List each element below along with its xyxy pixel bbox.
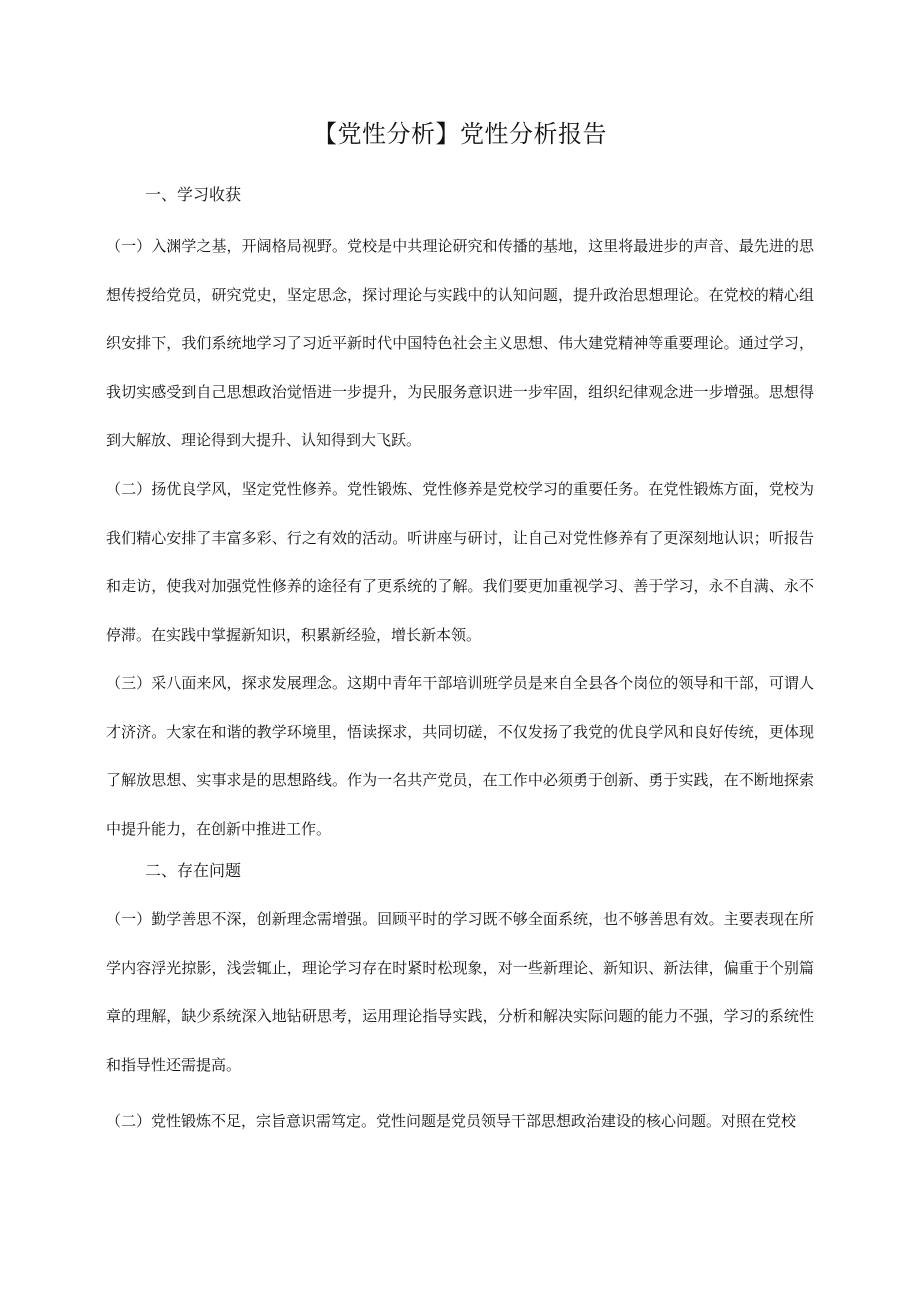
document-title: 【党性分析】党性分析报告 [313, 120, 607, 148]
paragraph: （二）党性锻炼不足，宗旨意识需笃定。党性问题是党员领导干部思想政治建设的核心问题。对照在党校 [106, 1112, 797, 1130]
paragraph: （三）采八面来风，探求发展理念。这期中青年干部培训班学员是来自全县各个岗位的领导和干部，可谓人才济济。大家在和谐的教学环境里，悟读探求，共同切磋，不仅发扬了我党的优良学风和良好传统，更体现了解放思想、实事求是的思想路线。作为一名共产党员，在工作中必须勇于创新、勇于实践，在不断地探索中提升能力，在创新中推进工作。 [106, 674, 814, 838]
section-heading-existing-problems: 二、存在问题 [145, 861, 242, 880]
section-heading-learning-gains: 一、学习收获 [145, 185, 242, 204]
paragraph: （二）扬优良学风，坚定党性修养。党性锻炼、党性修养是党校学习的重要任务。在党性锻炼方面，党校为我们精心安排了丰富多彩、行之有效的活动。听讲座与研讨，让自己对党性修养有了更深刻地认识；听报告和走访，使我对加强党性修养的途径有了更系统的了解。我们要更加重视学习、善于学习，永不自满、永不停滞。在实践中掌握新知识，积累新经验，增长新本领。 [106, 480, 814, 644]
paragraph: （一）勤学善思不深，创新理念需增强。回顾平时的学习既不够全面系统，也不够善思有效。主要表现在所学内容浮光掠影，浅尝辄止，理论学习存在时紧时松现象，对一些新理论、新知识、新法律，偏重于个别篇章的理解，缺少系统深入地钻研思考，运用理论指导实践，分析和解决实际问题的能力不强，学习的系统性和指导性还需提高。 [106, 910, 814, 1074]
paragraph: （一）入渊学之基，开阔格局视野。党校是中共理论研究和传播的基地，这里将最进步的声音、最先进的思想传授给党员，研究党史，坚定思念，探讨理论与实践中的认知问题，提升政治思想理论。在党校的精心组织安排下，我们系统地学习了习近平新时代中国特色社会主义思想、伟大建党精神等重要理论。通过学习，我切实感受到自己思想政治觉悟进一步提升，为民服务意识进一步牢固，组织纪律观念进一步增强。思想得到大解放、理论得到大提升、认知得到大飞跃。 [106, 237, 814, 449]
